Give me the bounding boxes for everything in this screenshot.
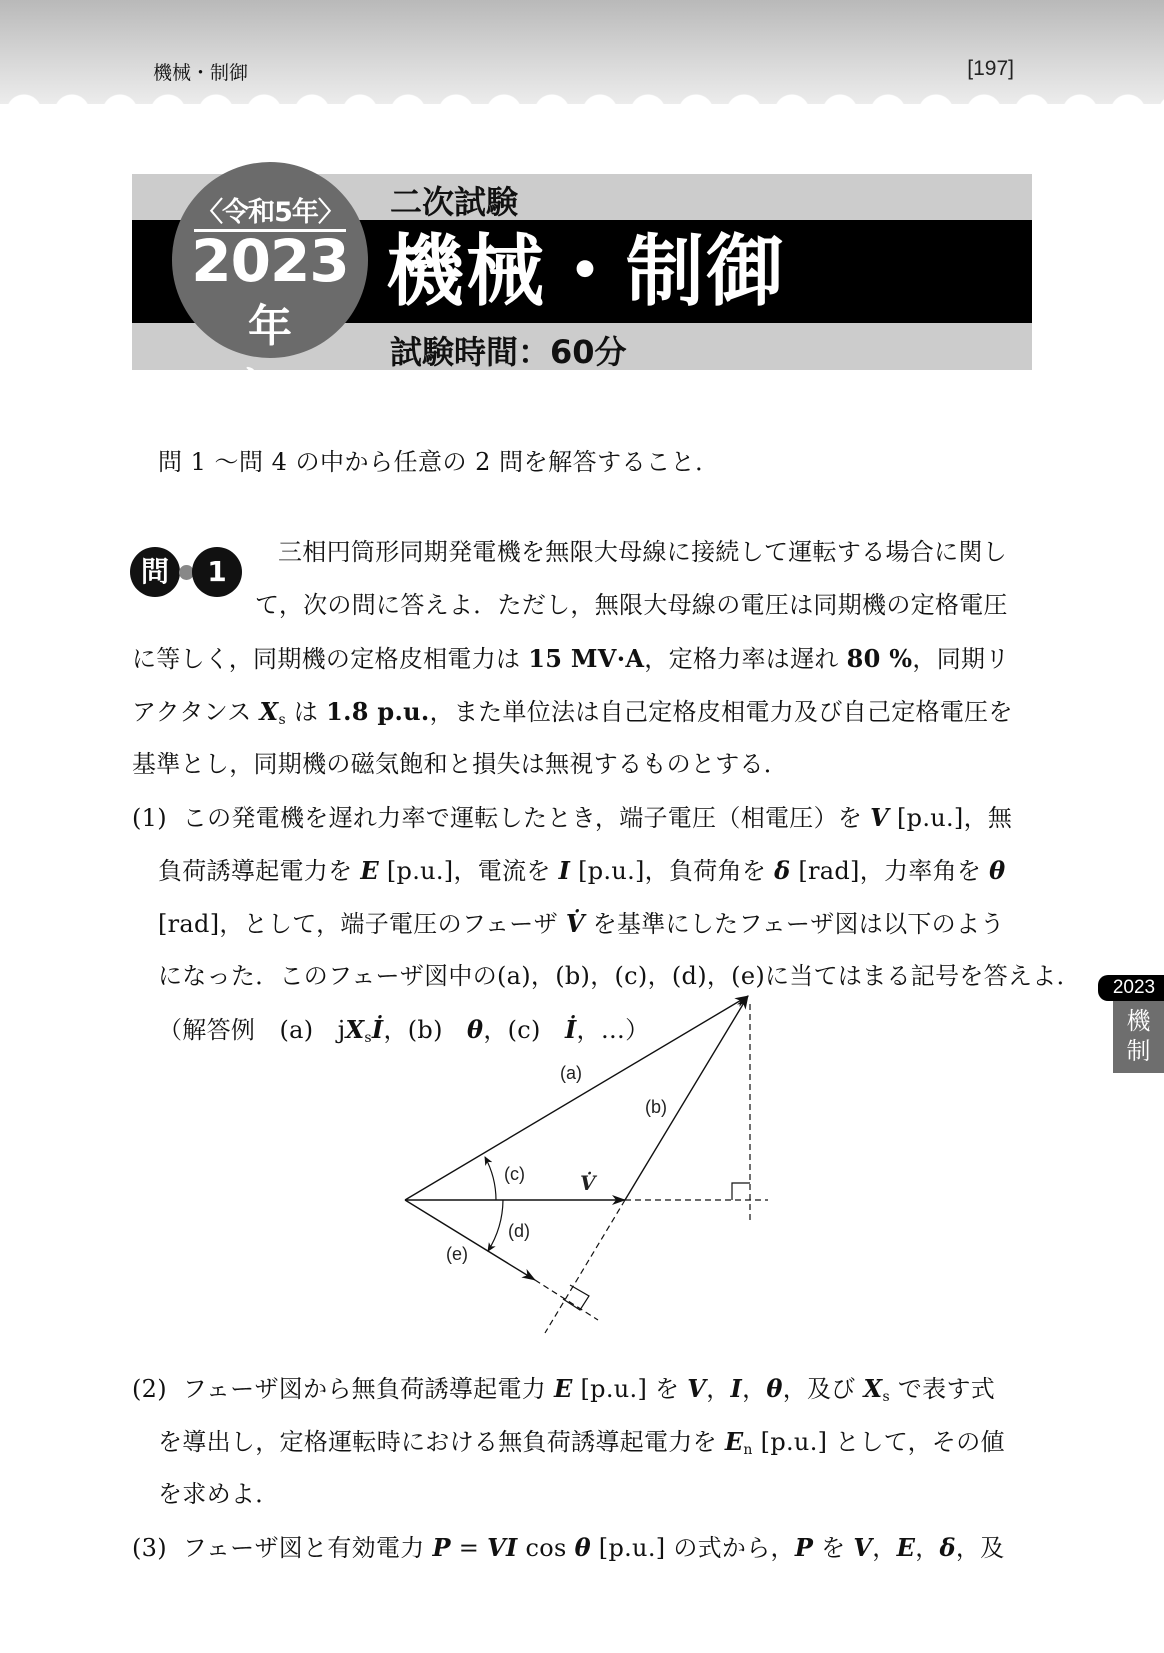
math-subscript: n [743, 1442, 753, 1458]
text: ，定格力率は遅れ [644, 645, 847, 673]
title-banner [132, 174, 1032, 416]
math-symbol: E [896, 1533, 916, 1562]
running-header [0, 0, 1164, 104]
text: この発電機を遅れ力率で運転したとき，端子電圧（相電圧）を [182, 804, 871, 832]
year-disc [172, 162, 368, 416]
math-subscript: s [882, 1389, 890, 1405]
reactance-value: 1.8 p.u. [326, 697, 430, 726]
math-symbol: θ [467, 1015, 484, 1044]
math-symbol: V [870, 803, 890, 832]
text: を基準にしたフェーザ図は以下のよう [584, 910, 1005, 938]
question-badge-label: 問 [130, 547, 180, 597]
math-symbol: P [432, 1533, 451, 1562]
math-symbol: İ [565, 1015, 577, 1044]
text: ， [915, 1534, 940, 1562]
label-c: (c) [504, 1164, 525, 1184]
text: ， [742, 1375, 767, 1403]
question-intro-line-2: て，次の問に答えよ．ただし，無限大母線の電圧は同期機の定格電圧 [255, 591, 1008, 619]
dashed-b-extension [545, 1200, 625, 1333]
label-d: (d) [508, 1221, 530, 1241]
part-1-line-1 [132, 791, 1012, 845]
part-label: (2) [132, 1375, 167, 1403]
part-1-line-4: になった．このフェーザ図中の(a)，(b)，(c)，(d)，(e)に当てはまる記号を答えよ． [158, 962, 1081, 990]
angle-c-arc [485, 1157, 496, 1200]
year-label: 2023 [191, 227, 349, 295]
side-tab-subject [1113, 1001, 1164, 1073]
question-badge [130, 547, 250, 599]
part-1-line-3 [158, 897, 1005, 951]
math-symbol: P [794, 1533, 814, 1562]
math-symbol: VI [487, 1533, 518, 1562]
math-symbol: I [558, 856, 571, 885]
part-2-line-2 [158, 1415, 1005, 1477]
side-index-tab[interactable] [1108, 975, 1164, 1073]
subject-title: 機械・制御 [386, 227, 787, 317]
math-symbol: X [863, 1374, 883, 1403]
text: [rad]，力率角を [790, 857, 990, 885]
math-symbol: θ [574, 1533, 591, 1562]
math-symbol: E [724, 1427, 744, 1456]
text: [p.u.]，電流を [378, 857, 559, 885]
text: = [450, 1534, 488, 1562]
question-badge-number: 1 [192, 547, 242, 597]
math-symbol: X [259, 697, 279, 726]
part-3-line-1 [132, 1521, 1004, 1575]
side-tab-subject-line-1: 機 [1126, 1007, 1151, 1035]
text: ，…） [576, 1016, 650, 1044]
question-intro-line-5: 基準とし，同期機の磁気飽和と損失は無視するものとする． [132, 750, 789, 778]
question-intro-line-1: 三相円筒形同期発電機を無限大母線に接続して運転する場合に関し [278, 538, 1007, 566]
instruction: 問 1 〜問 4 の中から任意の 2 問を解答すること． [158, 448, 720, 476]
scallop-border [0, 88, 1164, 104]
dashed-i-extension [535, 1280, 598, 1320]
math-symbol: δ [939, 1533, 956, 1562]
label-a: (a) [560, 1063, 582, 1083]
text: cos [517, 1534, 575, 1562]
text: で表す式 [889, 1375, 996, 1403]
math-symbol: θ [766, 1374, 783, 1403]
text: 負荷誘導起電力を [158, 857, 361, 885]
right-angle-mark-top [732, 1183, 750, 1200]
math-symbol: I [730, 1374, 743, 1403]
math-symbol: E [554, 1374, 573, 1403]
part-label: (1) [132, 804, 167, 832]
era-label: 〈令和5年〉 [196, 197, 344, 228]
text: ，及び [782, 1375, 864, 1403]
math-symbol: X [345, 1015, 365, 1044]
angle-d-arc [488, 1200, 503, 1251]
text: は [285, 698, 327, 726]
math-symbol: θ [989, 856, 1006, 885]
text: [rad]，として，端子電圧のフェーザ [158, 910, 566, 938]
power-factor: 80 % [846, 644, 913, 673]
text: ，(b) [383, 1016, 468, 1044]
phasor-e-line [405, 1200, 535, 1280]
running-header-section: 機械・制御 [153, 62, 249, 84]
text: [p.u.] の式から， [590, 1534, 795, 1562]
text: （解答例 (a) j [158, 1016, 346, 1044]
part-label: (3) [132, 1534, 167, 1562]
part-1-line-2 [158, 844, 1005, 898]
part-2-line-3: を求めよ． [158, 1480, 280, 1508]
math-symbol: V [853, 1533, 873, 1562]
rated-power: 15 MV·A [528, 644, 645, 673]
side-tab-year: 2023 [1098, 975, 1164, 1001]
text: ， [872, 1534, 897, 1562]
label-e: (e) [446, 1244, 468, 1264]
text: を導出し，定格運転時における無負荷誘導起電力を [158, 1428, 725, 1456]
nendo-label: 年度 [228, 301, 332, 416]
text: ， [706, 1375, 731, 1403]
text: [p.u.]，負荷角を [570, 857, 775, 885]
math-symbol: V̇ [565, 909, 585, 938]
text: フェーザ図と有効電力 [182, 1534, 433, 1562]
question-intro-line-3 [132, 632, 1010, 686]
text: フェーザ図から無負荷誘導起電力 [182, 1375, 554, 1403]
text: に等しく，同期機の定格皮相電力は [132, 645, 529, 673]
math-subscript: s [278, 712, 286, 728]
math-symbol: δ [774, 856, 791, 885]
exam-duration: 試験時間：60分 [390, 333, 627, 371]
text: [p.u.]，無 [889, 804, 1013, 832]
label-v: V̇ [580, 1171, 596, 1195]
part-1-line-5 [158, 1003, 649, 1065]
text: [p.u.] として，その値 [752, 1428, 1005, 1456]
side-tab-subject-line-2: 制 [1126, 1037, 1151, 1065]
math-symbol: İ [371, 1015, 384, 1044]
text: [p.u.] を [572, 1375, 688, 1403]
text: ，及 [955, 1534, 1005, 1562]
page-number: [197] [967, 57, 1014, 80]
text: ，(c) [483, 1016, 566, 1044]
math-subscript: s [364, 1030, 372, 1046]
math-symbol: V [687, 1374, 707, 1403]
math-symbol: E [360, 856, 379, 885]
text: を [813, 1534, 854, 1562]
text: ，また単位法は自己定格皮相電力及び自己定格電圧を [429, 698, 1013, 726]
text: アクタンス [132, 698, 260, 726]
right-angle-mark-bottom [563, 1285, 589, 1310]
text: ，同期リ [912, 645, 1010, 673]
exam-type: 二次試験 [390, 183, 519, 221]
label-b: (b) [645, 1097, 667, 1117]
